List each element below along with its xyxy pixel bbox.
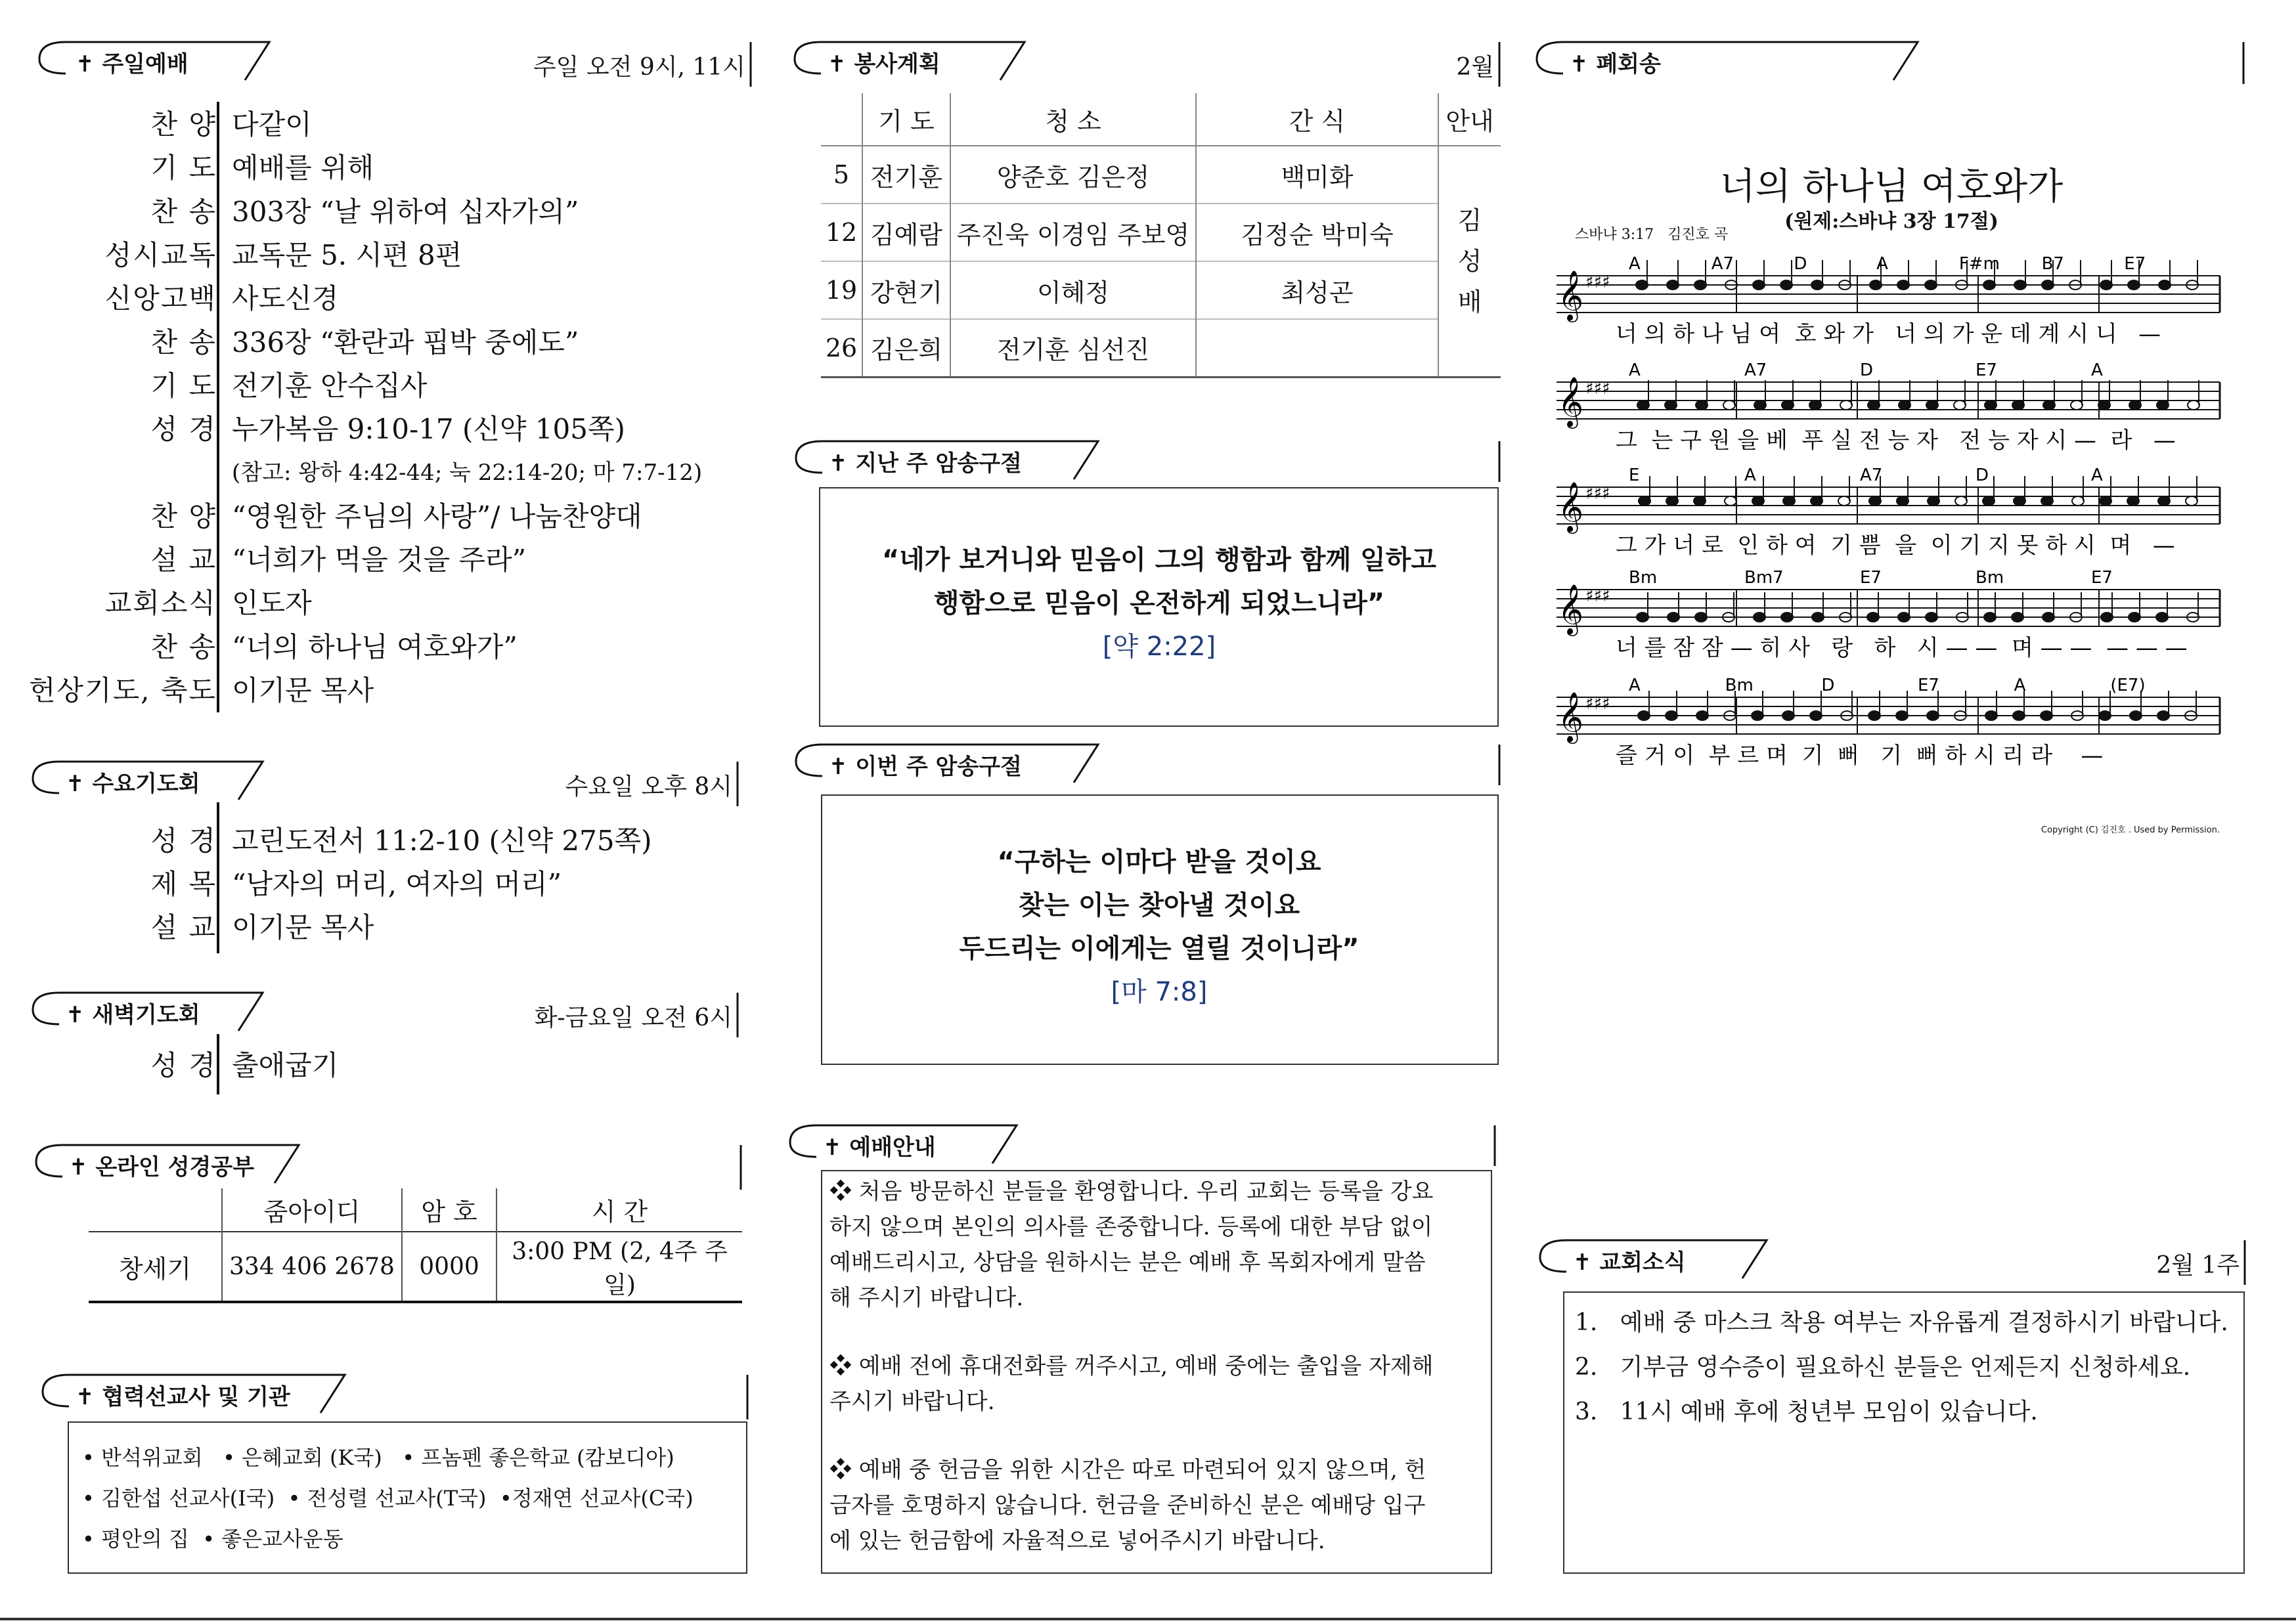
key-signature-icon: ♯♯♯ bbox=[1585, 694, 1610, 714]
partners-line-3: • 평안의 집 • 좋은교사운동 bbox=[82, 1526, 343, 1551]
order-row bbox=[13, 277, 736, 320]
guide-text bbox=[829, 1174, 1486, 1559]
order-row bbox=[13, 669, 736, 712]
note-icon bbox=[1811, 280, 1823, 290]
note-icon bbox=[1897, 496, 1909, 506]
note-icon bbox=[2042, 613, 2054, 622]
note-icon bbox=[2072, 496, 2084, 506]
note-icon bbox=[1725, 496, 1736, 506]
note-icon bbox=[1899, 400, 1910, 410]
plan-snack: 백미화 bbox=[1196, 146, 1438, 204]
partners-section-title bbox=[39, 1374, 749, 1416]
note-icon bbox=[1897, 280, 1909, 290]
note-icon bbox=[1639, 496, 1650, 506]
note-icon bbox=[1868, 400, 1880, 410]
chord-label: A7 bbox=[1744, 360, 1767, 380]
plan-prayer: 전기훈 bbox=[862, 146, 950, 204]
note-icon bbox=[2014, 280, 2026, 290]
online-header-time: 시 간 bbox=[497, 1188, 742, 1232]
plan-header-0 bbox=[821, 93, 862, 146]
this-verse-line: 찾는 이는 찾아낼 것이요 bbox=[1018, 890, 1300, 920]
note-icon bbox=[1869, 496, 1881, 506]
plan-week: 26 bbox=[825, 333, 858, 362]
note-icon bbox=[2188, 400, 2199, 410]
note-icon bbox=[1696, 400, 1708, 410]
note-icon bbox=[1694, 496, 1706, 506]
chord-label: A7 bbox=[1860, 465, 1883, 485]
this-verse-section-title bbox=[793, 743, 1501, 785]
partners-box bbox=[68, 1421, 747, 1574]
chord-label: E7 bbox=[1918, 676, 1939, 695]
last-verse-line: 행함으로 믿음이 온전하게 되었느니라” bbox=[933, 588, 1385, 618]
closing-section-title bbox=[1534, 41, 2245, 83]
order-row bbox=[13, 495, 736, 538]
order-label: 찬 송 bbox=[150, 326, 217, 358]
online-study-table bbox=[89, 1188, 742, 1303]
treble-clef-icon: 𝄞 bbox=[1558, 481, 1584, 532]
order-row bbox=[13, 626, 736, 669]
online-password: 0000 bbox=[402, 1232, 497, 1302]
order-label: 교회소식 bbox=[104, 587, 217, 620]
chord-label: A bbox=[1876, 254, 1888, 274]
staff bbox=[1556, 568, 2220, 661]
plan-prayer: 김은희 bbox=[862, 319, 950, 377]
note-icon bbox=[1782, 711, 1794, 720]
lyrics-line: 그 는 구 원 을 베 푸 실 전 능 자 전 능 자 시 — 라 — bbox=[1616, 427, 2176, 454]
order-row bbox=[13, 321, 736, 364]
song-source: 스바냐 3:17 김진호 곡 bbox=[1575, 227, 1729, 243]
note-icon bbox=[1898, 613, 1910, 622]
lyrics-line: 그 가 너 로 인 하 여 기 쁨 을 이 기 지 못 하 시 며 — bbox=[1616, 532, 2175, 559]
service-plan-month: 2월 bbox=[1456, 54, 1494, 81]
song-title: 너의 하나님 여호와가 bbox=[1719, 165, 2064, 208]
note-icon bbox=[1696, 711, 1708, 720]
plan-cleaning: 이혜정 bbox=[950, 261, 1196, 319]
plan-cleaning: 양준호 김은정 bbox=[950, 146, 1196, 204]
table-row bbox=[821, 319, 1501, 377]
note-icon bbox=[1983, 496, 1995, 506]
order-row bbox=[13, 146, 736, 190]
chord-label: A bbox=[2014, 676, 2026, 695]
order-row bbox=[13, 408, 736, 451]
note-icon bbox=[1752, 496, 1764, 506]
dawn-time: 화-금요일 오전 6시 bbox=[534, 1005, 732, 1031]
order-row bbox=[13, 582, 736, 625]
plan-guide-char: 성 bbox=[1457, 246, 1482, 276]
note-icon bbox=[1955, 496, 1967, 506]
online-header-zoom: 줌아이디 bbox=[222, 1188, 402, 1232]
order-label: 찬 양 bbox=[150, 108, 217, 141]
note-icon bbox=[1666, 711, 1677, 720]
lyrics-line: 즐 거 이 부 르 며 기 뻐 기 뻐 하 시 리 라 — bbox=[1616, 743, 2104, 769]
guide-line: 예배드리시고, 상담을 원하시는 분은 예배 후 목회자에게 말씀 bbox=[829, 1249, 1426, 1276]
guide-line: ❖ 예배 중 헌금을 위한 시간은 따로 마련되어 있지 않으며, 헌 bbox=[829, 1457, 1426, 1483]
note-icon bbox=[2186, 496, 2197, 506]
note-icon bbox=[1926, 400, 1938, 410]
order-label: 성 경 bbox=[150, 413, 217, 446]
guide-line: 해 주시기 바랍니다. bbox=[829, 1285, 1024, 1311]
note-icon bbox=[2042, 280, 2054, 290]
plan-guide-char: 배 bbox=[1457, 287, 1482, 316]
treble-clef-icon: 𝄞 bbox=[1558, 376, 1584, 427]
wednesday-title: ✝ 수요기도회 bbox=[66, 771, 200, 797]
treble-clef-icon: 𝄞 bbox=[1558, 270, 1584, 320]
guide-line: 주시기 바랍니다. bbox=[829, 1389, 995, 1415]
staff bbox=[1556, 676, 2220, 769]
order-value: 사도신경 bbox=[232, 282, 339, 315]
partners-title: ✝ 협력선교사 및 기관 bbox=[76, 1384, 290, 1410]
note-icon bbox=[1809, 400, 1821, 410]
note-icon bbox=[1781, 613, 1793, 622]
partners-line-2: • 김한섭 선교사(I국) • 전성렬 선교사(T국) •정재연 선교사(C국) bbox=[82, 1486, 694, 1511]
note-icon bbox=[2099, 711, 2111, 720]
note-icon bbox=[1637, 613, 1648, 622]
online-zoom-id: 334 406 2678 bbox=[222, 1232, 402, 1302]
note-icon bbox=[1694, 280, 1706, 290]
this-verse-title: ✝ 이번 주 암송구절 bbox=[829, 754, 1022, 780]
chord-label: A bbox=[1744, 465, 1756, 485]
partners-line-1: • 반석위교회 • 은혜교회 (K국) • 프놈펜 좋은학교 (캄보디아) bbox=[82, 1445, 674, 1470]
note-icon bbox=[2012, 400, 2024, 410]
treble-clef-icon: 𝄞 bbox=[1558, 691, 1584, 742]
order-label: 신앙고백 bbox=[104, 282, 217, 315]
order-value: 교독문 5. 시편 8편 bbox=[232, 238, 462, 271]
order-label: 헌상기도, 축도 bbox=[28, 674, 217, 706]
song-subtitle: (원제:스바냐 3장 17절) bbox=[1784, 210, 1998, 233]
chord-label: D bbox=[1821, 676, 1835, 695]
order-label: 성 경 bbox=[150, 1049, 217, 1081]
note-icon bbox=[2129, 400, 2141, 410]
order-value: (참고: 왕하 4:42-44; 눅 22:14-20; 마 7:7-12) bbox=[232, 460, 703, 487]
plan-cleaning: 주진욱 이경임 주보영 bbox=[950, 204, 1196, 261]
this-verse-ref: [마 7:8] bbox=[1111, 977, 1208, 1007]
note-icon bbox=[1752, 711, 1763, 720]
chord-label: E7 bbox=[2091, 568, 2113, 588]
order-row bbox=[13, 863, 736, 906]
note-icon bbox=[1985, 400, 1997, 410]
note-icon bbox=[2101, 613, 2113, 622]
order-value: 인도자 bbox=[232, 587, 312, 620]
order-value: 303장 “날 위하여 십자가의” bbox=[232, 195, 579, 228]
chord-label: D bbox=[1860, 360, 1874, 380]
note-icon bbox=[2071, 400, 2083, 410]
this-verse-line: “구하는 이마다 받을 것이요 bbox=[997, 847, 1321, 877]
note-icon bbox=[2098, 400, 2110, 410]
order-label: 기 도 bbox=[150, 369, 217, 402]
order-label: 제 목 bbox=[150, 868, 217, 900]
note-icon bbox=[2041, 711, 2052, 720]
chord-label: A bbox=[2091, 465, 2103, 485]
note-icon bbox=[2129, 613, 2140, 622]
closing-title: ✝ 폐회송 bbox=[1570, 51, 1661, 77]
online-section-title bbox=[33, 1144, 742, 1186]
chord-label: D bbox=[1976, 465, 1989, 485]
last-verse-text bbox=[821, 538, 1497, 668]
order-row bbox=[13, 451, 736, 494]
order-value: “너의 하나님 여호와가” bbox=[232, 630, 518, 663]
note-icon bbox=[2157, 400, 2169, 410]
note-icon bbox=[2156, 613, 2168, 622]
guide-title: ✝ 예배안내 bbox=[823, 1135, 936, 1161]
wednesday-time: 수요일 오후 8시 bbox=[565, 773, 732, 800]
note-icon bbox=[2100, 496, 2111, 506]
guide-paragraph bbox=[829, 1349, 1486, 1419]
key-signature-icon: ♯♯♯ bbox=[1585, 586, 1610, 606]
chord-label: F#m bbox=[1958, 254, 2000, 274]
plan-week: 5 bbox=[833, 160, 850, 189]
note-icon bbox=[1870, 280, 1882, 290]
plan-header-snack: 간 식 bbox=[1196, 93, 1438, 146]
plan-snack: 김정순 박미숙 bbox=[1196, 204, 1438, 261]
chord-label: A bbox=[2091, 360, 2103, 380]
song-copyright: Copyright (C) 김진호 . Used by Permission. bbox=[2041, 825, 2220, 835]
order-label: 찬 양 bbox=[150, 500, 217, 532]
order-label: 찬 송 bbox=[150, 630, 217, 663]
order-row bbox=[13, 190, 736, 234]
order-value: 이기문 목사 bbox=[232, 911, 374, 943]
chord-label: Bm bbox=[1976, 568, 2004, 588]
note-icon bbox=[1695, 613, 1707, 622]
order-label: 성시교독 bbox=[104, 238, 217, 271]
chord-label: E7 bbox=[1860, 568, 1882, 588]
chord-label: E7 bbox=[2124, 254, 2146, 274]
note-icon bbox=[1983, 280, 1995, 290]
online-title: ✝ 온라인 성경공부 bbox=[69, 1154, 255, 1180]
note-icon bbox=[1665, 400, 1677, 410]
order-row bbox=[13, 819, 736, 863]
order-label: 설 교 bbox=[150, 544, 217, 576]
note-icon bbox=[1783, 496, 1795, 506]
note-icon bbox=[1954, 400, 1966, 410]
this-verse-text bbox=[821, 840, 1497, 1014]
chord-label: A bbox=[1629, 254, 1641, 274]
bottom-rule bbox=[0, 1618, 2296, 1620]
news-item: 1. 예배 중 마스크 착용 여부는 자유롭게 결정하시기 바랍니다. bbox=[1575, 1309, 2228, 1336]
order-value: 다같이 bbox=[232, 108, 312, 141]
order-value: 전기훈 안수집사 bbox=[232, 369, 428, 402]
note-icon bbox=[1896, 711, 1908, 720]
note-icon bbox=[1928, 496, 1939, 506]
note-icon bbox=[1667, 613, 1679, 622]
order-row bbox=[13, 538, 736, 582]
dawn-title: ✝ 새벽기도회 bbox=[66, 1002, 200, 1028]
note-icon bbox=[1985, 711, 1997, 720]
last-verse-line: “네가 보거니와 믿음이 그의 행함과 함께 일하고 bbox=[881, 545, 1436, 575]
guide-line: ❖ 처음 방문하신 분들을 환영합니다. 우리 교회는 등록을 강요 bbox=[829, 1179, 1434, 1205]
wednesday-section-title bbox=[30, 760, 739, 802]
news-week: 2월 1주 bbox=[2156, 1252, 2240, 1279]
note-icon bbox=[2157, 711, 2169, 720]
guide-line: ❖ 예배 전에 휴대전화를 꺼주시고, 예배 중에는 출입을 자제해 bbox=[829, 1353, 1434, 1379]
plan-header-cleaning: 청 소 bbox=[950, 93, 1196, 146]
note-icon bbox=[1840, 400, 1852, 410]
note-icon bbox=[1867, 613, 1879, 622]
note-icon bbox=[2014, 496, 2025, 506]
dawn-section-title bbox=[30, 991, 739, 1033]
sunday-time: 주일 오전 9시, 11시 bbox=[533, 54, 745, 81]
note-icon bbox=[1782, 400, 1794, 410]
note-icon bbox=[2041, 496, 2053, 506]
key-signature-icon: ♯♯♯ bbox=[1585, 484, 1610, 504]
guide-line: 하지 않으며 본인의 의사를 존중합니다. 등록에 대한 부담 없이 bbox=[829, 1214, 1433, 1240]
chord-label: D bbox=[1794, 254, 1807, 274]
note-icon bbox=[1780, 280, 1792, 290]
service-plan-title: ✝ 봉사계획 bbox=[828, 51, 940, 77]
chord-label: A bbox=[1629, 360, 1641, 380]
note-icon bbox=[1638, 711, 1650, 720]
order-label: 찬 송 bbox=[150, 195, 217, 228]
news-title: ✝ 교회소식 bbox=[1573, 1249, 1686, 1276]
note-icon bbox=[1667, 280, 1679, 290]
order-row bbox=[13, 1044, 736, 1087]
note-icon bbox=[1812, 613, 1824, 622]
note-icon bbox=[1984, 613, 1996, 622]
guide-paragraph bbox=[829, 1452, 1486, 1559]
order-value: 이기문 목사 bbox=[232, 674, 374, 706]
chord-label: B7 bbox=[2041, 254, 2064, 274]
order-row bbox=[13, 103, 736, 146]
note-icon bbox=[2128, 280, 2140, 290]
news-item: 2. 기부금 영수증이 필요하신 분들은 언제든지 신청하세요. bbox=[1575, 1354, 2191, 1381]
table-row bbox=[821, 146, 1501, 204]
note-icon bbox=[1810, 711, 1822, 720]
plan-snack: 최성곤 bbox=[1196, 261, 1438, 319]
order-value: 336장 “환란과 핍박 중에도” bbox=[232, 326, 579, 358]
note-icon bbox=[2043, 400, 2055, 410]
plan-header-prayer: 기 도 bbox=[862, 93, 950, 146]
sunday-title: ✝ 주일예배 bbox=[76, 51, 188, 77]
note-icon bbox=[1925, 280, 1937, 290]
guide-section-title bbox=[787, 1124, 1496, 1166]
note-icon bbox=[1868, 711, 1880, 720]
plan-snack bbox=[1196, 319, 1438, 377]
news-box bbox=[1563, 1291, 2245, 1574]
lyrics-line: 너 의 하 나 님 여 호 와 가 너 의 가 운 데 계 시 니 — bbox=[1616, 321, 2161, 347]
online-header-0 bbox=[89, 1188, 222, 1232]
this-verse-line: 두드리는 이에게는 열릴 것이니라” bbox=[959, 934, 1359, 964]
plan-week: 19 bbox=[825, 276, 858, 305]
guide-paragraph bbox=[829, 1174, 1486, 1316]
chord-label: Bm bbox=[1629, 568, 1658, 588]
note-icon bbox=[2012, 613, 2023, 622]
note-icon bbox=[2130, 711, 2142, 720]
news-section-title bbox=[1537, 1239, 2246, 1281]
lyrics-line: 너 를 잠 잠 — 히 사 랑 하 시 — — 며 — — — — — bbox=[1616, 635, 2188, 661]
sunday-section-title bbox=[36, 41, 752, 83]
note-icon bbox=[2100, 280, 2112, 290]
online-header-pw: 암 호 bbox=[402, 1188, 497, 1232]
order-value: “영원한 주님의 사랑”/ 나눔찬양대 bbox=[232, 500, 642, 532]
table-row bbox=[821, 204, 1501, 261]
order-value: 출애굽기 bbox=[232, 1049, 339, 1081]
note-icon bbox=[1753, 280, 1765, 290]
last-verse-ref: [약 2:22] bbox=[1102, 632, 1216, 662]
order-value: “너희가 먹을 것을 주라” bbox=[232, 544, 527, 576]
order-row bbox=[13, 906, 736, 949]
plan-prayer: 김예람 bbox=[862, 204, 950, 261]
note-icon bbox=[1636, 280, 1648, 290]
order-row bbox=[13, 364, 736, 408]
note-icon bbox=[1754, 400, 1766, 410]
plan-cleaning: 전기훈 심선진 bbox=[950, 319, 1196, 377]
note-icon bbox=[2127, 496, 2139, 506]
note-icon bbox=[2158, 496, 2170, 506]
online-course: 창세기 bbox=[118, 1254, 192, 1284]
note-icon bbox=[2013, 711, 2025, 720]
plan-header-guide: 안내 bbox=[1438, 93, 1501, 146]
key-signature-icon: ♯♯♯ bbox=[1585, 272, 1610, 292]
order-value: 예배를 위해 bbox=[232, 152, 374, 184]
news-item: 3. 11시 예배 후에 청년부 모임이 있습니다. bbox=[1575, 1398, 2038, 1425]
note-icon bbox=[1723, 400, 1735, 410]
treble-clef-icon: 𝄞 bbox=[1558, 584, 1584, 634]
order-label: 설 교 bbox=[150, 911, 217, 943]
note-icon bbox=[1811, 496, 1822, 506]
chord-label: (E7) bbox=[2110, 676, 2146, 695]
order-label: 성 경 bbox=[150, 825, 217, 857]
staff bbox=[1556, 254, 2220, 347]
chord-label: E7 bbox=[1976, 360, 1997, 380]
last-verse-section-title bbox=[793, 440, 1501, 482]
chord-label: A7 bbox=[1711, 254, 1734, 274]
table-row bbox=[821, 261, 1501, 319]
chord-label: Bm bbox=[1725, 676, 1754, 695]
order-value: 고린도전서 11:2-10 (신약 275쪽) bbox=[232, 825, 652, 857]
note-icon bbox=[2159, 280, 2171, 290]
key-signature-icon: ♯♯♯ bbox=[1585, 379, 1610, 399]
note-icon bbox=[1637, 400, 1649, 410]
note-icon bbox=[1927, 711, 1939, 720]
note-icon bbox=[1754, 613, 1765, 622]
order-row bbox=[13, 234, 736, 277]
note-icon bbox=[1926, 613, 1937, 622]
order-label: 기 도 bbox=[150, 152, 217, 184]
chord-label: E bbox=[1629, 465, 1640, 485]
last-verse-title: ✝ 지난 주 암송구절 bbox=[829, 450, 1022, 477]
note-icon bbox=[1838, 496, 1850, 506]
plan-week: 12 bbox=[825, 218, 858, 247]
chord-label: A bbox=[1629, 676, 1641, 695]
service-plan-table bbox=[821, 93, 1501, 378]
plan-guide-char: 김 bbox=[1457, 206, 1482, 235]
staff bbox=[1556, 360, 2220, 454]
guide-line: 에 있는 헌금함에 자율적으로 넣어주시기 바랍니다. bbox=[829, 1528, 1325, 1554]
plan-prayer: 강현기 bbox=[862, 261, 950, 319]
staff bbox=[1556, 465, 2220, 559]
note-icon bbox=[1666, 496, 1678, 506]
guide-line: 금자를 호명하지 않습니다. 헌금을 준비하신 분은 예배당 입구 bbox=[829, 1492, 1426, 1519]
order-value: 누가복음 9:10-17 (신약 105쪽) bbox=[232, 413, 625, 446]
online-time: 3:00 PM (2, 4주 주일) bbox=[497, 1232, 742, 1302]
chord-label: Bm7 bbox=[1744, 568, 1784, 588]
service-plan-section-title bbox=[791, 41, 1501, 83]
plan-guide bbox=[1438, 146, 1501, 377]
order-value: “남자의 머리, 여자의 머리” bbox=[232, 868, 562, 900]
sheet-music-svg bbox=[1556, 249, 2240, 840]
